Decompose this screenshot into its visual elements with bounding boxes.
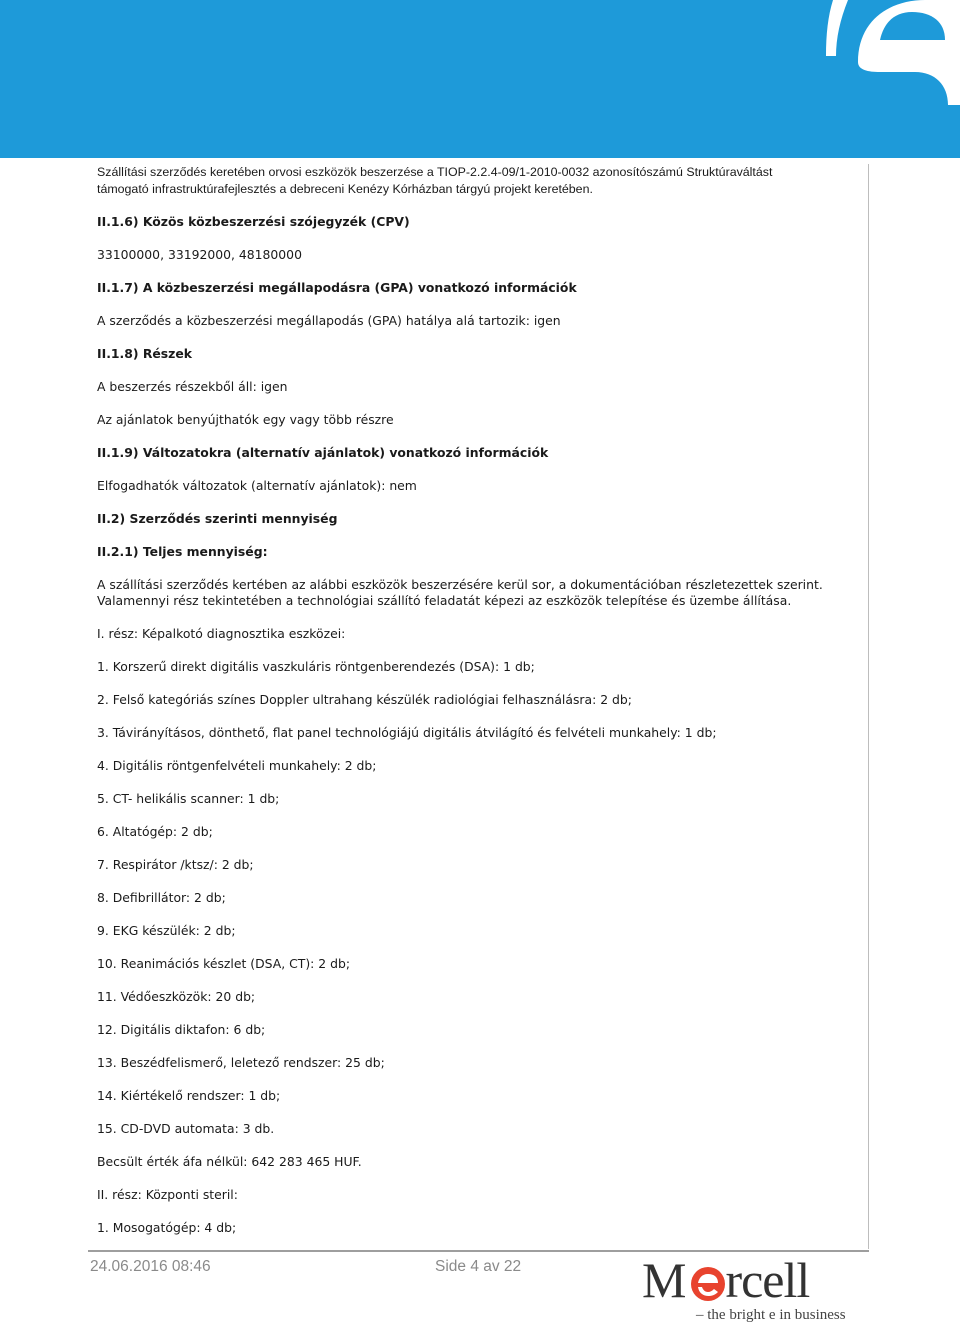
- paragraph: 11. Védőeszközök: 20 db;: [97, 989, 256, 1004]
- paragraph: 13. Beszédfelismerő, leletező rendszer: 25 db;: [97, 1055, 385, 1070]
- header-band: [0, 0, 960, 158]
- section-heading: II.1.7) A közbeszerzési megállapodásra (GPA) vonatkozó információk: [97, 279, 577, 295]
- footer-page-number: Side 4 av 22: [435, 1258, 522, 1275]
- paragraph: 1. Mosogatógép: 4 db;: [97, 1220, 237, 1235]
- paragraph: 12. Digitális diktafon: 6 db;: [97, 1022, 266, 1037]
- document-paragraphs: [97, 214, 869, 1237]
- paragraph: 2. Felső kategóriás színes Doppler ultrahang készülék radiológiai felhasználásra: 2 db;: [97, 692, 632, 707]
- paragraph: 6. Altatógép: 2 db;: [97, 824, 213, 839]
- paragraph: Becsült érték áfa nélkül: 642 283 465 HUF.: [97, 1154, 362, 1169]
- logo-letter-m: M: [642, 1252, 686, 1308]
- paragraph: 3. Távirányításos, dönthető, flat panel technológiájú digitális átvilágító és felvételi munkahely: 1 db;: [97, 725, 717, 740]
- logo-tagline: – the bright e in business: [696, 1307, 846, 1323]
- section-heading: II.1.8) Részek: [97, 345, 193, 361]
- intro-line-2: támogató infrastruktúrafejlesztés a debreceni Kenézy Kórházban tárgyú projekt keretében.: [97, 181, 593, 196]
- paragraph: 7. Respirátor /ktsz/: 2 db;: [97, 857, 254, 872]
- paragraph: A beszerzés részekből áll: igen: [97, 378, 288, 394]
- paragraph: Az ajánlatok benyújthatók egy vagy több részre: [97, 411, 394, 427]
- marcell-logo: [642, 1252, 868, 1326]
- section-heading: II.2) Szerződés szerinti mennyiség: [97, 510, 338, 526]
- logo-letters-rest: rcell: [725, 1252, 810, 1308]
- paragraph: I. rész: Képalkotó diagnosztika eszközei:: [97, 626, 346, 641]
- document-intro: [97, 164, 869, 197]
- paragraph: A szállítási szerződés kertében az alábbi eszközök beszerzésére kerül sor, a dokumentációban részletezettek szerint. Valamennyi rész tekintetében a technológiai szállító feladatát képezi az eszközök telepítése és üzembe állítása.: [97, 576, 823, 608]
- document-body: [97, 164, 869, 1237]
- paragraph: 8. Defibrillátor: 2 db;: [97, 890, 226, 905]
- paragraph: 33100000, 33192000, 48180000: [97, 246, 302, 262]
- section-heading: II.1.6) Közös közbeszerzési szójegyzék (CPV): [97, 213, 410, 229]
- paragraph: Elfogadhatók változatok (alternatív ajánlatok): nem: [97, 477, 417, 493]
- paragraph: 5. CT- helikális scanner: 1 db;: [97, 791, 280, 806]
- paragraph: 15. CD-DVD automata: 3 db.: [97, 1121, 275, 1136]
- paragraph: 1. Korszerű direkt digitális vaszkuláris röntgenberendezés (DSA): 1 db;: [97, 659, 535, 674]
- paragraph: 10. Reanimációs készlet (DSA, CT): 2 db;: [97, 956, 350, 971]
- marcell-e-icon: [0, 0, 960, 158]
- paragraph: II. rész: Központi steril:: [97, 1187, 238, 1202]
- section-heading: II.1.9) Változatokra (alternatív ajánlatok) vonatkozó információk: [97, 444, 549, 460]
- section-heading: II.2.1) Teljes mennyiség:: [97, 543, 268, 559]
- paragraph: 9. EKG készülék: 2 db;: [97, 923, 236, 938]
- intro-line-1: Szállítási szerződés keretében orvosi eszközök beszerzése a TIOP-2.2.4-09/1-2010-0032 azonosítószámú Struktúraváltást: [97, 165, 773, 179]
- paragraph: 4. Digitális röntgenfelvételi munkahely: 2 db;: [97, 758, 377, 773]
- paragraph: A szerződés a közbeszerzési megállapodás (GPA) hatálya alá tartozik: igen: [97, 312, 561, 328]
- footer-date: 24.06.2016 08:46: [90, 1258, 211, 1275]
- logo-e-icon: [690, 1266, 726, 1302]
- paragraph: 14. Kiértékelő rendszer: 1 db;: [97, 1088, 281, 1103]
